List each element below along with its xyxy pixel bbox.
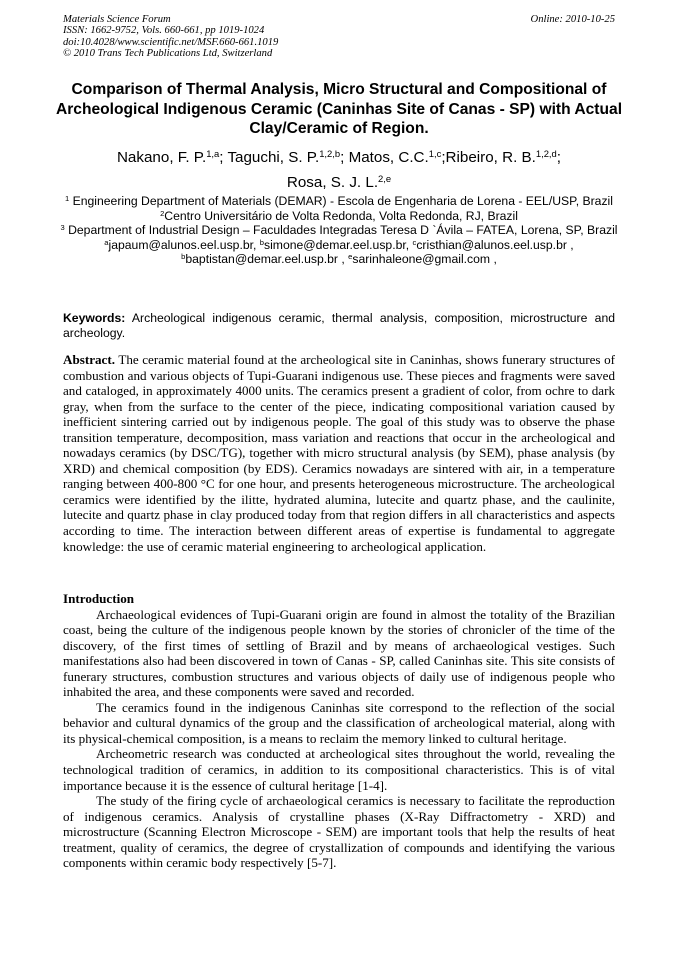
- issn-line: ISSN: 1662-9752, Vols. 660-661, pp 1019-1024: [63, 25, 265, 37]
- affiliation: $^2$Centro Universitário de Volta Redonda, Volta Redonda, RJ, Brazil: [160, 208, 518, 223]
- author: Matos, C.C.$^{1,c}$;: [348, 147, 446, 166]
- affiliation: $^3$ Department of Industrial Design – Faculdades Integradas Teresa D `Ávila – FATEA, Lorena, SP, Brazil: [60, 223, 618, 238]
- author: Taguchi, S. P.$^{1,2,b}$;: [227, 147, 349, 166]
- affiliation: $^1$ Engineering Department of Materials (DEMAR) - Escola de Engenharia de Lorena - EEL/USP, Brazil: [65, 193, 613, 208]
- intro-paragraph: Archaeological evidences of Tupi-Guarani origin are found in almost the totality of the Brazilian coast, being the culture of the indigenous people known by the stories of chronicler of the time of the discovery, of the first times of settling of Brazil and by means of archaeological vestiges. Such manifestations also had been discovered in town of Canas - SP, called Caninhas site. This site consists of funerary structures, combustion structures and various objects of daily use of indigenous people who inhabited the area, and these components were saved and recorded.: [63, 606, 615, 700]
- intro-paragraph: The ceramics found in the indigenous Caninhas site correspond to the reflection of the social behavior and cultural dynamics of the group and the classification of archeological material, along with its physical-chemical composition, is a means to reclaim the memory linked to cultural heritage.: [63, 699, 615, 746]
- introduction-section: [63, 591, 615, 871]
- affiliations: [56, 194, 622, 267]
- author: Rosa, S. J. L.$^{2,e}$: [286, 172, 392, 191]
- author: Nakano, F. P.$^{1,a}$;: [116, 147, 228, 166]
- online-date: Online: 2010-10-25: [530, 14, 615, 25]
- email-list: [56, 238, 622, 267]
- email: $^e$sarinhaleone@gmail.com ,: [348, 252, 497, 267]
- author: Ribeiro, R. B.$^{1,2,d}$;: [445, 147, 562, 166]
- section-heading: Introduction: [63, 591, 135, 606]
- abstract-text: The ceramic material found at the archeological site in Caninhas, shows funerary structures of combustion and various objects of Tupi-Guarani indigenous use. These pieces and fragments were saved and cataloged, in approximately 4000 units. The ceramics present a gradient of color, from ochre to dark gray, when from the surface to the center of the piece, indicating compositional variation caused by inefficient sintering carried out by indigenous people. The goal of this study was to observe the phase transition temperature, decomposition, mass variation and reactions that occur in the archeological and nowadays ceramics (by DSC/TG), together with micro structural analysis (by SEM), phase analysis (by XRD) and chemical composition (by EDS). Ceramics nowadays are sintered with air, in a temperature ranging between 400-800 °C for one hour, and presents heterogeneous microstructure. The archeological ceramics were identified by the ilitte, hydrated alumina, lutecite and quartz phase, and the caulinite, lutecite and quartz phase in clay produced today from that region differs in all characteristics and aspects according to time. The interaction between different areas of expertise is fundamental to aggregate knowledge: the use of ceramic material engineering to archeological application.: [63, 352, 615, 554]
- abstract-section: [63, 352, 615, 554]
- journal-header: [63, 14, 615, 60]
- copyright-line: © 2010 Trans Tech Publications Ltd, Switzerland: [63, 48, 273, 60]
- abstract-label: Abstract.: [63, 352, 115, 367]
- email: $^c$cristhian@alunos.eel.usp.br ,: [412, 237, 574, 252]
- keywords-label: Keywords:: [63, 311, 126, 325]
- intro-paragraph: The study of the firing cycle of archaeological ceramics is necessary to facilitate the reproduction of indigenous ceramics. Analysis of crystalline phases (X-Ray Diffractometry - XRD) and microstructure (Scanning Electron Microscope - SEM) are important tools that help the results of heat treatment, quality of ceramics, the degree of crystallization of compounds and identifying the various components within ceramic body respectively [5-7].: [63, 793, 615, 871]
- intro-paragraph: Archeometric research was conducted at archeological sites throughout the world, revealing the technological tradition of ceramics, in addition to its compositional characteristics. This is of vital importance because it is the essence of cultural heritage [1-4].: [63, 746, 615, 793]
- author-list: [60, 145, 618, 195]
- email: $^b$simone@demar.eel.usp.br,: [259, 237, 413, 252]
- keywords-text: Archeological indigenous ceramic, thermal analysis, composition, microstructure and archeology.: [63, 311, 615, 340]
- journal-name: Materials Science Forum: [63, 14, 171, 25]
- keywords-section: [63, 311, 615, 341]
- doi-line: doi:10.4028/www.scientific.net/MSF.660-661.1019: [63, 36, 279, 48]
- email: $^b$baptistan@demar.eel.usp.br ,: [181, 252, 349, 267]
- paper-title: Comparison of Thermal Analysis, Micro Structural and Compositional of Archeological Indigenous Ceramic (Caninhas Site of Canas - SP) with Actual Clay/Ceramic of Region.: [55, 81, 623, 137]
- email: $^a$japaum@alunos.eel.usp.br,: [104, 237, 260, 252]
